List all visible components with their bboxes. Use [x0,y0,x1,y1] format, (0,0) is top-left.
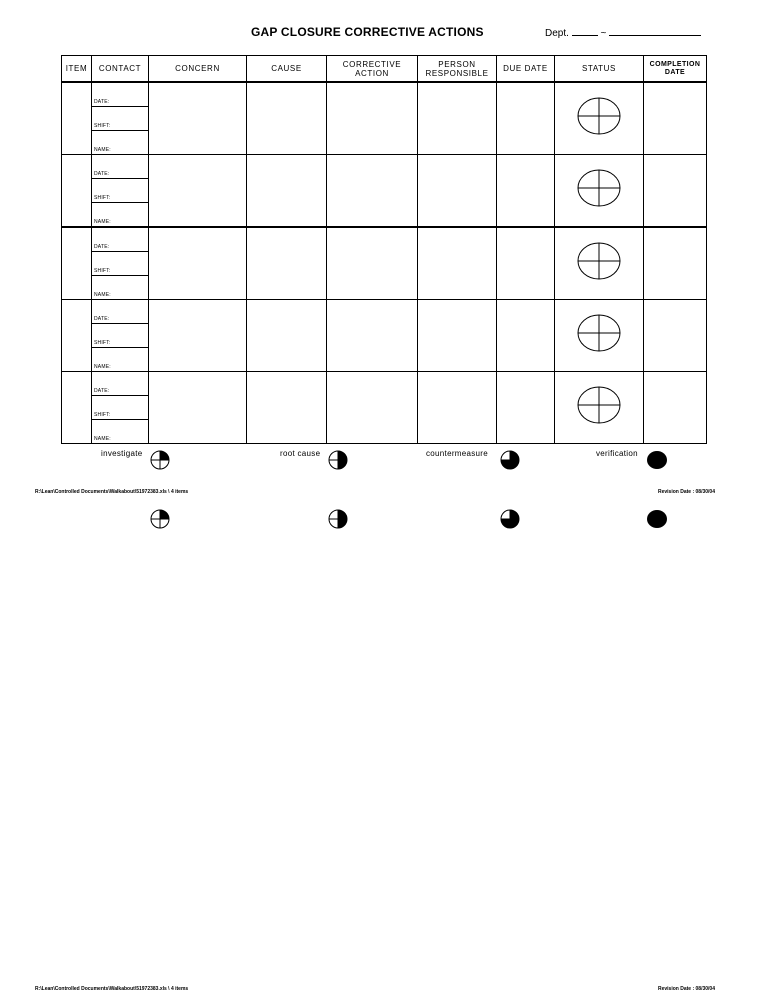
table-row [62,300,707,372]
status-quadrant-circle-icon[interactable] [576,168,622,208]
dept-blank-1 [572,27,598,36]
contact-subfield[interactable] [92,276,148,299]
completion-date-cell[interactable] [644,227,707,300]
status-quadrant-circle-icon[interactable] [576,96,622,136]
header-row [62,56,707,83]
concern-cell[interactable] [149,155,247,228]
contact-subfield-label: SHIFT: [94,195,111,201]
status-cell[interactable] [555,300,644,372]
due-date-cell[interactable] [497,82,555,155]
revision-date-footer-bottom: Revision Date : 08/30/04 [658,986,715,992]
corrective-actions-table [61,55,707,444]
contact-subfield[interactable] [92,324,148,348]
due-date-cell[interactable] [497,300,555,372]
due-date-cell[interactable] [497,372,555,444]
person-responsible-cell[interactable] [418,227,497,300]
contact-subfield[interactable] [92,179,148,203]
col-person-responsible: PERSON RESPONSIBLE [418,56,497,83]
table-row [62,227,707,300]
cause-cell[interactable] [247,372,327,444]
status-cell[interactable] [555,82,644,155]
page-title: GAP CLOSURE CORRECTIVE ACTIONS [251,25,484,39]
item-cell[interactable] [62,82,92,155]
three-quarter-filled-circle-icon [500,509,520,529]
file-path-footer: R:\Lean\Controlled Documents\Walkabout\51972383.xls \ 4 items [35,489,189,495]
contact-subfield-label: NAME: [94,292,111,298]
contact-subfield-label: NAME: [94,219,111,225]
full-filled-circle-icon [646,450,668,470]
contact-subfield-label: NAME: [94,436,111,442]
status-cell[interactable] [555,372,644,444]
contact-subfield[interactable] [92,372,148,396]
col-cause: CAUSE [247,56,327,83]
table-row [62,155,707,228]
item-cell[interactable] [62,155,92,228]
quarter-filled-circle-icon [150,450,170,470]
contact-subfield[interactable] [92,203,148,226]
person-responsible-cell[interactable] [418,300,497,372]
corrective-action-cell[interactable] [327,155,418,228]
contact-subfield-label: DATE: [94,388,110,394]
contact-cell[interactable] [92,155,149,228]
table-row [62,82,707,155]
col-completion-date: COMPLETION DATE [644,56,707,83]
col-due-date: DUE DATE [497,56,555,83]
due-date-cell[interactable] [497,227,555,300]
contact-subfield-label: NAME: [94,364,111,370]
concern-cell[interactable] [149,372,247,444]
file-path-footer-bottom: R:\Lean\Controlled Documents\Walkabout\51972383.xls \ 4 items [35,986,189,992]
concern-cell[interactable] [149,227,247,300]
cause-cell[interactable] [247,300,327,372]
completion-date-cell[interactable] [644,82,707,155]
status-cell[interactable] [555,227,644,300]
status-quadrant-circle-icon[interactable] [576,241,622,281]
table-body [62,82,707,444]
contact-subfield[interactable] [92,131,148,154]
col-contact: CONTACT [92,56,149,83]
contact-subfield-label: SHIFT: [94,268,111,274]
concern-cell[interactable] [149,82,247,155]
cause-cell[interactable] [247,82,327,155]
contact-subfield[interactable] [92,420,148,443]
contact-subfield[interactable] [92,252,148,276]
contact-cell[interactable] [92,372,149,444]
contact-subfield-label: NAME: [94,147,111,153]
person-responsible-cell[interactable] [418,82,497,155]
contact-subfield-label: DATE: [94,99,110,105]
completion-date-cell[interactable] [644,372,707,444]
status-quadrant-circle-icon[interactable] [576,313,622,353]
dept-label: Dept. [545,28,569,39]
completion-date-cell[interactable] [644,300,707,372]
completion-date-cell[interactable] [644,155,707,228]
half-filled-circle-icon [328,509,348,529]
col-corrective-action: CORRECTIVE ACTION [327,56,418,83]
half-filled-circle-icon [328,450,348,470]
legend-countermeasure-label: countermeasure [426,449,489,458]
contact-subfield-label: DATE: [94,171,110,177]
person-responsible-cell[interactable] [418,155,497,228]
full-filled-circle-icon [646,509,668,529]
dept-separator: ~ [600,28,607,39]
contact-subfield[interactable] [92,348,148,371]
contact-subfield-label: SHIFT: [94,412,111,418]
item-cell[interactable] [62,300,92,372]
due-date-cell[interactable] [497,155,555,228]
contact-subfield[interactable] [92,396,148,420]
contact-subfield[interactable] [92,83,148,107]
cause-cell[interactable] [247,227,327,300]
col-item: ITEM [62,56,92,83]
corrective-action-cell[interactable] [327,82,418,155]
three-quarter-filled-circle-icon [500,450,520,470]
dept-blank-2 [609,27,701,36]
person-responsible-cell[interactable] [418,372,497,444]
corrective-action-cell[interactable] [327,227,418,300]
contact-subfield-label: DATE: [94,244,110,250]
item-cell[interactable] [62,372,92,444]
dept-field [545,27,701,39]
legend-verification-label: verification [596,449,638,458]
contact-cell[interactable] [92,82,149,155]
contact-subfield[interactable] [92,155,148,179]
col-concern: CONCERN [149,56,247,83]
corrective-action-cell[interactable] [327,300,418,372]
contact-cell[interactable] [92,227,149,300]
contact-subfield-label: SHIFT: [94,340,111,346]
legend-investigate-label: investigate [101,449,143,458]
cause-cell[interactable] [247,155,327,228]
revision-date-footer: Revision Date : 08/30/04 [658,489,715,495]
contact-subfield[interactable] [92,300,148,324]
quarter-filled-circle-icon [150,509,170,529]
contact-cell[interactable] [92,300,149,372]
col-status: STATUS [555,56,644,83]
status-cell[interactable] [555,155,644,228]
contact-subfield-label: SHIFT: [94,123,111,129]
legend-root-cause-label: root cause [280,449,321,458]
contact-subfield-label: DATE: [94,316,110,322]
table-row [62,372,707,444]
contact-subfield[interactable] [92,107,148,131]
contact-subfield[interactable] [92,228,148,252]
status-quadrant-circle-icon[interactable] [576,385,622,425]
item-cell[interactable] [62,227,92,300]
corrective-action-cell[interactable] [327,372,418,444]
concern-cell[interactable] [149,300,247,372]
